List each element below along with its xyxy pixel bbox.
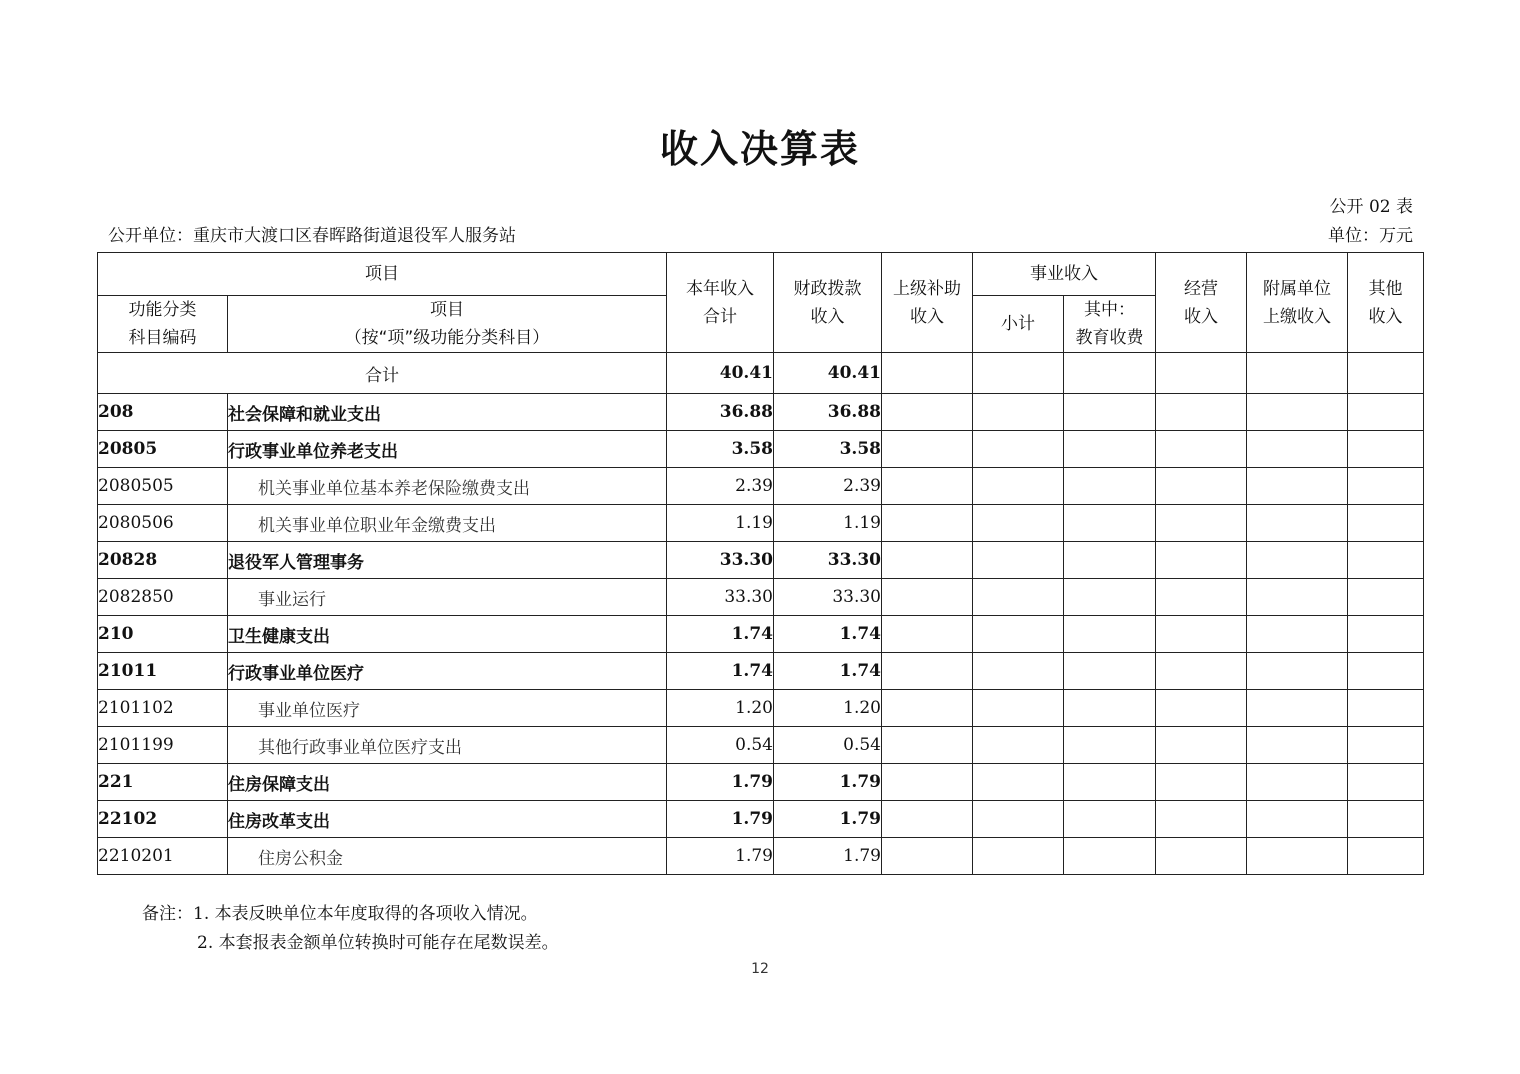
reporting-unit: 公开单位：重庆市大渡口区春晖路街道退役军人服务站 [108, 226, 516, 246]
header-operating-income: 经营 收入 [1156, 253, 1247, 353]
row-code: 21011 [98, 653, 228, 690]
table-row [98, 653, 1424, 690]
header-item: 项目 （按“项”级功能分类科目） [228, 296, 667, 353]
row-name: 机关事业单位职业年金缴费支出 [228, 505, 667, 542]
header-other-income: 其他 收入 [1348, 253, 1424, 353]
row-fiscal: 36.88 [774, 394, 882, 431]
header-affiliated-income: 附属单位 上缴收入 [1247, 253, 1348, 353]
table-row [98, 431, 1424, 468]
row-code: 20828 [98, 542, 228, 579]
row-total: 1.19 [667, 505, 774, 542]
row-total: 33.30 [667, 579, 774, 616]
row-total: 3.58 [667, 431, 774, 468]
row-name: 机关事业单位基本养老保险缴费支出 [228, 468, 667, 505]
note-line-1: 备注：1. 本表反映单位本年度取得的各项收入情况。 [142, 904, 538, 924]
header-career-income: 事业收入 [973, 253, 1156, 296]
row-name: 事业运行 [228, 579, 667, 616]
row-fiscal: 1.79 [774, 801, 882, 838]
row-total: 1.20 [667, 690, 774, 727]
row-name: 其他行政事业单位医疗支出 [228, 727, 667, 764]
row-total: 33.30 [667, 542, 774, 579]
row-code: 2101102 [98, 690, 228, 727]
table-row [98, 690, 1424, 727]
header-function-code: 功能分类 科目编码 [98, 296, 228, 353]
table-row [98, 394, 1424, 431]
page-title: 收入决算表 [659, 127, 860, 171]
row-fiscal: 1.79 [774, 838, 882, 875]
total-row [98, 353, 1424, 394]
row-code: 2210201 [98, 838, 228, 875]
row-code: 210 [98, 616, 228, 653]
income-table [97, 252, 1424, 875]
row-name: 住房保障支出 [228, 764, 667, 801]
row-total: 1.74 [667, 616, 774, 653]
total-label: 合计 [98, 353, 667, 394]
row-fiscal: 3.58 [774, 431, 882, 468]
row-name: 事业单位医疗 [228, 690, 667, 727]
table-row [98, 838, 1424, 875]
page-number: 12 [751, 961, 769, 977]
table-row [98, 579, 1424, 616]
table-row [98, 801, 1424, 838]
header-total-income: 本年收入 合计 [667, 253, 774, 353]
header-superior-subsidy: 上级补助 收入 [882, 253, 973, 353]
row-code: 2082850 [98, 579, 228, 616]
notes [142, 900, 559, 958]
row-name: 行政事业单位医疗 [228, 653, 667, 690]
table-row [98, 616, 1424, 653]
row-code: 2101199 [98, 727, 228, 764]
row-fiscal: 1.79 [774, 764, 882, 801]
row-code: 2080505 [98, 468, 228, 505]
row-fiscal: 33.30 [774, 579, 882, 616]
row-fiscal: 2.39 [774, 468, 882, 505]
total-fiscal-value: 40.41 [774, 353, 882, 394]
row-fiscal: 1.19 [774, 505, 882, 542]
row-total: 1.74 [667, 653, 774, 690]
row-name: 社会保障和就业支出 [228, 394, 667, 431]
row-code: 22102 [98, 801, 228, 838]
row-total: 2.39 [667, 468, 774, 505]
row-fiscal: 1.74 [774, 616, 882, 653]
row-code: 2080506 [98, 505, 228, 542]
table-row [98, 764, 1424, 801]
table-row [98, 505, 1424, 542]
row-code: 208 [98, 394, 228, 431]
row-fiscal: 1.74 [774, 653, 882, 690]
row-name: 行政事业单位养老支出 [228, 431, 667, 468]
total-income-value: 40.41 [667, 353, 774, 394]
row-name: 住房改革支出 [228, 801, 667, 838]
row-code: 20805 [98, 431, 228, 468]
form-number: 公开 02 表 [1329, 197, 1413, 217]
header-education-fee: 其中： 教育收费 [1064, 296, 1156, 353]
table-row [98, 468, 1424, 505]
row-name: 退役军人管理事务 [228, 542, 667, 579]
row-total: 1.79 [667, 801, 774, 838]
table-row [98, 542, 1424, 579]
header-fiscal-income: 财政拨款 收入 [774, 253, 882, 353]
row-code: 221 [98, 764, 228, 801]
header-project: 项目 [98, 253, 667, 296]
row-total: 1.79 [667, 838, 774, 875]
row-total: 1.79 [667, 764, 774, 801]
row-total: 0.54 [667, 727, 774, 764]
table-row [98, 727, 1424, 764]
row-name: 卫生健康支出 [228, 616, 667, 653]
header-subtotal: 小计 [973, 296, 1064, 353]
row-fiscal: 1.20 [774, 690, 882, 727]
currency-unit: 单位：万元 [1328, 226, 1413, 246]
row-fiscal: 33.30 [774, 542, 882, 579]
row-fiscal: 0.54 [774, 727, 882, 764]
note-line-2: 2. 本套报表金额单位转换时可能存在尾数误差。 [197, 933, 559, 953]
row-name: 住房公积金 [228, 838, 667, 875]
row-total: 36.88 [667, 394, 774, 431]
